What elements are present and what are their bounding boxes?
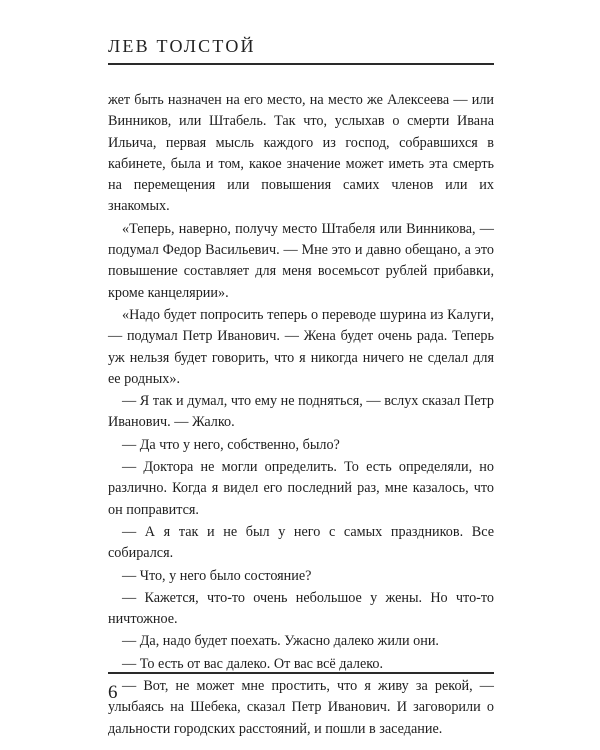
paragraph: — Я так и думал, что ему не подняться, — вслух сказал Петр Иванович. — Жалко. — [108, 393, 494, 431]
footer-rule — [108, 672, 494, 674]
paragraph: — Что, у него было состояние? — [122, 567, 312, 584]
paragraph: «Теперь, наверно, получу место Штабеля или Винникова, — подумал Федор Васильевич. — Мне это и давно обещано, а это повышение составляет для меня восемьсот рублей прибавки, кроме канцелярии». — [108, 220, 494, 301]
paragraph: — А я так и не был у него с самых праздников. Все собирался. — [108, 523, 494, 562]
paragraph: — То есть от вас далеко. От вас всё далеко. — [122, 655, 384, 672]
running-head: ЛЕВ ТОЛСТОЙ — [108, 36, 256, 56]
paragraph: — Вот, не может мне простить, что я живу за рекой, — улыбаясь на Шебека, сказал Петр Иванович. И заговорили о дальности городских расстояний, и пошли в заседание. — [108, 678, 494, 737]
paragraph: жет быть назначен на его место, на место же Алексеева — или Винников, или Штабель. Так что, услыхав о смерти Ивана Ильича, первая мысль каждого из господ, собравшихся в кабинете, была и том, какое значение может иметь эта смерть на перемещения или повышения самих членов или их знакомых. — [108, 92, 494, 215]
header-rule — [108, 63, 494, 65]
page-text — [108, 90, 494, 741]
page-number: 6 — [108, 682, 118, 703]
paragraph: — Да что у него, собственно, было? — [122, 436, 340, 453]
paragraph: — Доктора не могли определить. То есть определяли, но различно. Когда я видел его последний раз, мне казалось, что он поправится. — [108, 459, 494, 518]
paragraph: — Кажется, что-то очень небольшое у жены. Но что-то ничтожное. — [108, 589, 494, 628]
paragraph: «Надо будет попросить теперь о переводе шурина из Калуги, — подумал Петр Иванович. — Жена будет очень рада. Теперь уж нельзя будет говорить, что я никогда ничего не сделал для ее родных». — [108, 306, 494, 387]
paragraph: — Да, надо будет поехать. Ужасно далеко жили они. — [122, 633, 439, 650]
